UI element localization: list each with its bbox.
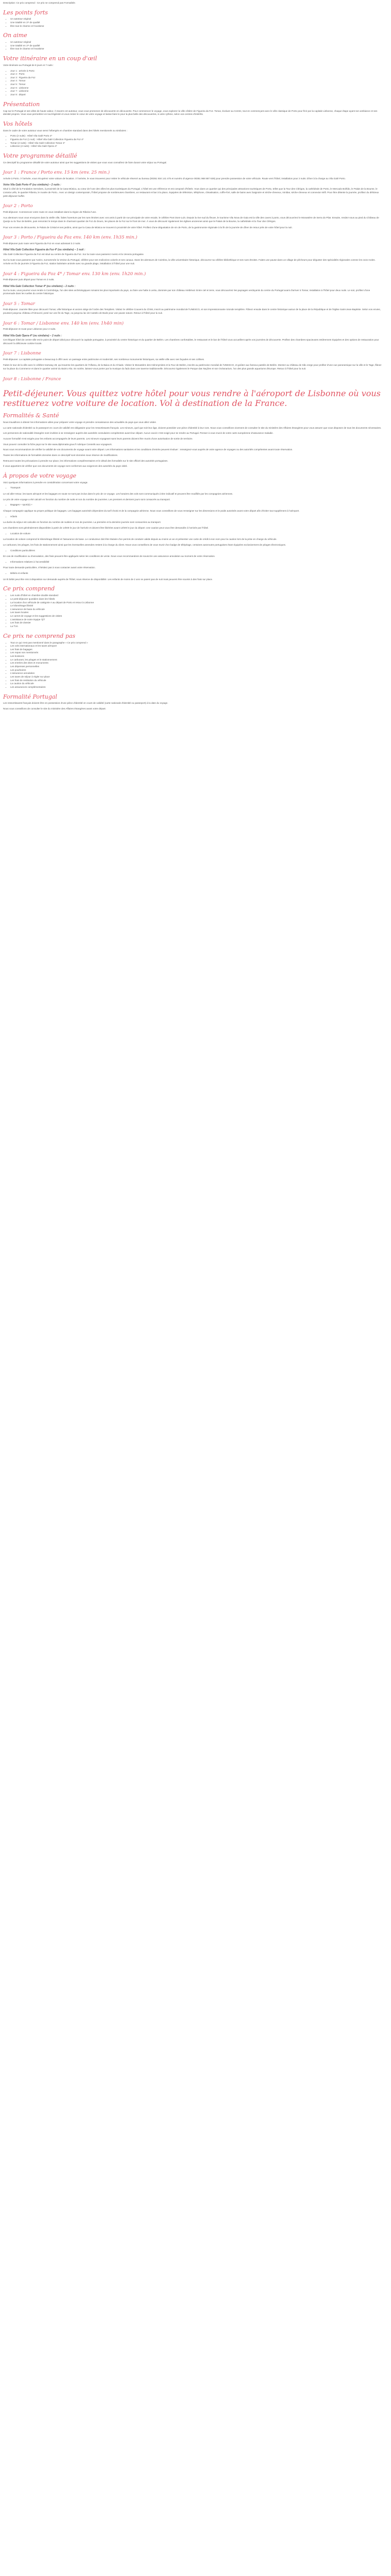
day-title: Jour 7 : Lisbonne xyxy=(3,351,41,357)
list-item: • Tomar (2 nuits) : Hôtel Vila Galé Collection Tomar 4* xyxy=(10,142,382,145)
page xyxy=(0,0,385,719)
a-propos-paragraph: Pour toute demande particulière, n'hésitez pas à nous contacter avant votre réservation. xyxy=(3,566,96,569)
list-item: • Les frais de dossier xyxy=(10,621,382,625)
day-paragraph: Petit-déjeuner. La capitale portugaise a beaucoup à offrir avec un passage entre patrimoine et modernité, ses nombreux monuments historiques, sa vieille ville avec ses façades et ses collines. xyxy=(3,358,205,361)
list-item: • Le carburant, les péages et le stationnement xyxy=(10,658,382,662)
formalites-title: Formalités & Santé xyxy=(3,412,59,419)
list-item: • Les assurances complémentaires xyxy=(10,686,382,689)
a-propos-paragraph: Le vol aller-retour, les taxes aéroport et les bagages en soute ne sont pas inclus dans le prix de ce voyage. Les horaires des vols sont communiqués à titre indicatif et peuvent être modifiés par les compagnies aériennes. xyxy=(3,492,233,495)
formalites-paragraph: La carte nationale d'identité ou le passeport en cours de validité est obligatoire pour les ressortissants français. Les mineurs, quel que soit leur âge, doivent posséder une pièce d'identité à leur nom. Nous vous conseillons vivement de consulter le site du ministère des Affaires étrangères pour vous assurer que vous disposez de tous les documents nécessaires. xyxy=(3,426,382,429)
formalites-paragraph: Nous travaillons à obtenir les informations utiles pour préparer votre voyage et prendre connaissance des actualités du pays que vous allez visiter. xyxy=(3,420,157,423)
presentation-title: Présentation xyxy=(3,100,40,108)
day-8-departure-text: Petit-déjeuner. Vous quittez votre hôtel pour vous rendre à l'aéroport de Lisbonne où vous restituerez votre voiture de location. Vol à destination de la France. xyxy=(3,388,381,409)
list-item: • L'assistance de notre équipe 7j/7 xyxy=(10,618,382,622)
points-forts-list xyxy=(3,18,382,28)
on-aime-list xyxy=(3,41,382,51)
formalites-paragraph: Aucune formalité n'est exigée pour les enfants accompagnés de leurs parents. Les mineurs voyageant sans leurs parents doivent être munis d'une autorisation de sortie de territoire. xyxy=(3,437,193,440)
on-aime-title: On aime xyxy=(3,32,27,39)
list-item: • Jour 4 : Tomar xyxy=(10,79,382,83)
section-formalite-portugal xyxy=(3,693,382,711)
list-item: • Porto (2 nuits) : Hôtel Vila Galé Porto 4* xyxy=(10,134,382,138)
a-propos-paragraph: Les chambres sont généralement disponibles à partir de 14h00 le jour de l'arrivée et doivent être libérées avant 12h00 le jour du départ. Une caution peut vous être demandée à l'arrivée par l'hôtel. xyxy=(3,526,209,529)
formalite-portugal-paragraph: Les ressortissants français doivent être en possession d'une pièce d'identité en cours de validité (carte nationale d'identité ou passeport) à la date du voyage. xyxy=(3,702,168,705)
day-hotel-heading: Hôtel Vila Galé Collection Figueira da Foz 4* (ou similaire) – 1 nuit : xyxy=(3,248,86,252)
formalites-paragraph: Vous pouvez consulter la fiche pays sur le site www.diplomatie.gouv.fr rubrique Conseils aux voyageurs. xyxy=(3,443,112,446)
list-item: • Les boissons xyxy=(10,655,382,658)
section-a-propos xyxy=(3,472,382,582)
list-item: • La caution du véhicule xyxy=(10,682,382,686)
list-item: • L'assurance de base du véhicule xyxy=(10,608,382,612)
a-propos-paragraph: La durée du séjour est calculée en fonction du nombre de nuitées et non de journées. La première et la dernière journée sont consacrées au transport. xyxy=(3,521,161,524)
list-item: • Bagages + sport(s) + xyxy=(10,503,382,507)
a-propos-sublist xyxy=(3,515,382,519)
section-itineraire xyxy=(3,55,382,97)
intro-description: Description: Ce prix comprend : Ce prix ne comprend pas Formalités xyxy=(3,2,75,4)
list-item: • Une totalité en 1ʳᵉ de qualité xyxy=(10,21,382,25)
vos-hotels-lead: Dans le cadre de votre autotour vous serez hébergés en chambre standard dans des hôtels mentionnés ou similaires : xyxy=(3,129,127,132)
section-vos-hotels xyxy=(3,121,382,148)
day-title: Jour 6 : Tomar / Lisbonne env. 140 km (env. 1h40 min) xyxy=(3,320,124,326)
formalites-paragraph: Il vous appartient de vérifier que vos documents de voyage sont conformes aux exigences des autorités du pays visité. xyxy=(3,465,128,468)
list-item: • Les pourboires xyxy=(10,669,382,672)
list-item: • Une totalité en 1ʳᵉ de qualité xyxy=(10,44,382,48)
list-item: • Les frais de bagages xyxy=(10,648,382,652)
list-item: • Le kilométrage illimité xyxy=(10,604,382,608)
a-propos-paragraph: Chaque compagnie applique sa propre politique de bagages. Les bagages autorisés dépendent du tarif choisi et de la compagnie aérienne. Nous vous conseillons de vous renseigner sur les dimensions et le poids autorisés avant votre départ afin d'éviter tout supplément à l'aéroport. xyxy=(3,509,300,512)
day-title: Jour 1 : France / Porto env. 15 km (env. 25 min.) xyxy=(3,170,110,176)
formalites-paragraph: Les personnes de nationalité étrangère sont invitées à se renseigner auprès des autorités consulaires compétentes avant leur départ. Aucun vaccin n'est exigé pour se rendre au Portugal. Pensez à vous munir de votre carte européenne d'assurance maladie. xyxy=(3,432,273,435)
day-paragraph: Faites le tour de la ville avec le célèbre tramway 28, qui traverse les quartiers de l'Alfama, de la Baixa et du Chiado. Visitez le Monastère des Hiéronymites et la Tour de Belém, inscrits au patrimoine mondial de l'UNESCO, et goûtez aux fameux pastéis de Belém. Montez au château de São Jorge pour profiter d'une vue panoramique sur la ville et le Tage, flânez sur la place du Commerce et dans le quartier animé du Bairro Alto. En soirée, laissez-vous porter par la musique du fado dans une taverne traditionnelle. Découvrez également le Parque das Nações et son Océanarium, l'un des plus grands aquariums d'Europe. Retour à l'hôtel pour la nuit. xyxy=(3,364,382,370)
a-propos-paragraph: La location de voiture comprend le kilométrage illimité et l'assurance de base. Le conducteur doit être titulaire d'un permis de conduire valide depuis au moins un an et présenter une carte de crédit à son nom pour la caution lors de la prise en charge du véhicule. xyxy=(3,538,277,541)
list-item: • Les taxes locales xyxy=(10,611,382,615)
a-propos-sublist xyxy=(3,572,382,575)
list-item: • Location de voiture xyxy=(10,532,382,536)
programme-text: Ce descriptif du programme détaillé de votre autotour ainsi que les suggestions de visites que vous vous connaîtrez de faire durant votre séjour au Portugal. xyxy=(3,161,167,164)
day-paragraph: Sur la route vous passerez par Aveiro, surnommée la Venise du Portugal, célèbre pour ses moliceiros colorés et ses canaux. Dans les alentours de Coimbra, la ville universitaire historique, découvrez sa célèbre bibliothèque et ses rues étroites. Faites une pause dans un village de pêcheurs pour déguster des spécialités régionales comme les ovos moles. Arrivée en fin de journée à Figueira da Foz, station balnéaire animée avec sa grande plage, installation à l'hôtel pour une nuit. xyxy=(3,259,376,265)
day-paragraph: Aux alentours nous vous envoyons dans la vieille ville, faites l'aventure par les rues étroites avec vos amis à partir de rue principale de votre escale, le célèbre Pont Dom-Luís. Depuis la rive sud du fleuve, le tourisme Vila Nova de Gaia est la ville des caves à porto, vous découvrirez le Monastère de Serra do Pilar. Ensuite, rendez-vous au pied du Château de Queijo ou la Tour de Belém, puis remontez le temps dans le charmant quartier de Foz do Douro, les places de la Foz sur le front de mer. À vous de découvrir également les églises anciennes ainsi que le Palais de la Bourse, la cathédrale et la Tour dos Clérigos. xyxy=(3,216,379,223)
day-title: Jour 4 : Figueira da Foz 4* / Tomar env. 130 km (env. 1h20 min.) xyxy=(3,271,146,277)
points-forts-title: Les points forts xyxy=(3,9,48,16)
itineraire-list xyxy=(3,70,382,97)
vos-hotels-title: Vos hôtels xyxy=(3,120,32,127)
formalites-paragraph: Retrouvez toutes les précautions à prendre sur place, les informations complémentaires et le détail des formalités sur le site officiel des autorités portugaises. xyxy=(3,459,168,462)
list-item: • Les entrées des sites et monuments xyxy=(10,662,382,665)
a-propos-title: À propos de votre voyage xyxy=(3,472,76,479)
day-paragraph: Sur la route, vous pourrez vous rendre à Conímbriga, l'un des sites archéologiques romains les plus importants du pays, ou faire une halte à Leiria, dominée par son château médiéval. Entre ciel et terre, vous découvrirez les paysages verdoyants du centre du Portugal avant d'arriver à Tomar, installation à l'hôtel pour deux nuits. Le soir, profitez d'une promenade dans les ruelles du centre historique. xyxy=(3,289,370,295)
day-paragraph: Arrivée à Porto. À l'arrivée, vous récupérez votre voiture de location. À l'arrivée, le vous trouverez pour retirer le véhicule réservé au bureau (00351 934 141 475 et numéro d'urgence 00351 968 867 639) pour prendre possession de votre véhicule. Route vers l'hôtel, installation pour 2 nuits. Dîner à la charge au Vila Galé Porto. xyxy=(3,177,346,180)
bottom-spacer xyxy=(3,713,382,714)
section-presentation xyxy=(3,101,382,116)
a-propos-paragraph: Un lit bébé peut être mis à disposition sur demande auprès de l'hôtel, sous réserve de disponibilité. Les enfants de moins de 2 ans ne paient pas de nuit mais peuvent être soumis à des frais sur place. xyxy=(3,578,213,581)
formalite-portugal-paragraph: Nous vous conseillons de consulter le site du ministère des Affaires étrangères avant votre départ. xyxy=(3,707,106,710)
list-item: • La TVA xyxy=(10,625,382,629)
list-item: • Hôtels xyxy=(10,515,382,519)
day-8 xyxy=(3,376,382,409)
section-programme xyxy=(3,152,382,164)
day-paragraph: Petit-déjeuner. Journée libre pour découvrir Tomar, ville historique et ancien siège de l'ordre des Templiers. Visitez le célèbre Couvent du Christ, inscrit au patrimoine mondial de l'UNESCO, et son impressionnante rotonde templière. Flânez ensuite dans le centre historique autour de la place de la République et de l'église Saint-Jean-Baptiste. Selon vos envies, poussez jusqu'au château d'Almourol, posé sur une île du Tage, ou jusqu'au lac de Castelo de Bode pour une pause nature. Retour à l'hôtel pour la nuit. xyxy=(3,308,381,315)
list-item: • Le petit-déjeuner quotidien dans les hôtels xyxy=(10,598,382,601)
list-item: • Jour 3 : Figueira da Foz xyxy=(10,76,382,80)
day-3 xyxy=(3,234,382,265)
list-item: • Les frais de restitution du véhicule xyxy=(10,679,382,683)
a-propos-paragraph: En cas de modification ou d'annulation, des frais peuvent être appliqués selon les conditions de vente. Nous vous recommandons de souscrire une assurance annulation au moment de votre réservation. xyxy=(3,555,216,558)
ce-prix-comprend-list xyxy=(3,594,382,629)
day-7 xyxy=(3,350,382,370)
a-propos-lead: Voici quelques informations à prendre en considération concernant votre voyage. xyxy=(3,481,88,484)
list-item: • L'assurance annulation xyxy=(10,672,382,675)
list-item: • Tout ce qui n'est pas mentionné dans le paragraphe « Ce prix comprend » xyxy=(10,641,382,645)
day-paragraph: Petit-déjeuner puis départ pour Tomar en 2 nuits. xyxy=(3,278,55,281)
list-item: • Lisbonne (2 nuits) : Hôtel Vila Galé Ópera 4* xyxy=(10,145,382,148)
itineraire-title: Votre itinéraire en un coup d'œil xyxy=(3,55,97,62)
a-propos-paragraph: Le prix de votre voyage a été calculé en fonction du nombre de nuits et non du nombre de journées. Les premiers et derniers jours sont consacrés au transport. xyxy=(3,498,171,501)
formalite-portugal-title: Formalité Portugal xyxy=(3,693,57,700)
day-paragraph: Petit-déjeuner. Commencez votre route en vous installant dans la région de Ribeira l'une. xyxy=(3,210,97,213)
day-paragraph: Petit-déjeuner et route pour Lisbonne pour 2 nuits. xyxy=(3,328,56,331)
list-item: • Les repas non mentionnés xyxy=(10,651,382,655)
day-paragraph: Pour vos envies de découverte, le Palais de Cristal et ses jardins, ainsi que la Casa de Música se trouvent à proximité de votre hôtel. Profitez d'une dégustation de vin de Porto, de la gastronomie régionale à la fin de la journée de dîner de retour près de votre hôtel pour la nuit. xyxy=(3,226,292,229)
formalites-paragraph: Toutes les informations de formalités données dans ce descriptif sont données sous réserve de modifications. xyxy=(3,453,118,456)
list-item: • Un autotour original xyxy=(10,18,382,21)
list-item: • Un autotour original xyxy=(10,41,382,44)
day-paragraph: Petit-déjeuner puis route vers Figueira da Foz en vous adossant à 2 nuits. xyxy=(3,242,81,245)
day-4 xyxy=(3,271,382,296)
day-title: Jour 3 : Porto / Figueira da Foz env. 140 km (env. 1h35 min.) xyxy=(3,235,138,241)
day-paragraph: Situé à côté de la Fondation Serralves, à proximité de la Casa Música, au cœur de l'une des villes les plus touristiques du Portugal. L'hôtel est une référence et est composé d'hôtels. Vous dans un quartier qui des principales attractions touristiques de Porto, telles que la Tour des Clérigos, la cathédrale de Porto, le Mercado Bolhão, le Palais de la Bourse, le Livraria Lello, le quartier Ribeira, le musée de Porto.. Avec un design contemporain, l'hôtel propose de nombreuses chambres, un restaurant et bar à la place, équipées de télévision, téléphone, climatisation, coffre-fort, salle de bains avec baignoire et sèche-cheveux, minibar, sèche-cheveux et connexion Wifi. Pour être détente la journée, profitez du délicieux petit-déjeuner buffet. xyxy=(3,188,379,197)
section-formalites xyxy=(3,412,382,468)
list-item: • Transport xyxy=(10,486,382,490)
list-item: • Jour 5 : Tomar xyxy=(10,83,382,87)
list-item: • La location d'un véhicule de catégorie A au départ de Porto et retour à Lisbonne xyxy=(10,601,382,605)
list-item: • Le carnet de voyage et les suggestions de visites xyxy=(10,615,382,618)
day-hotel-heading: Votre Vila Galé Porto 4* (ou similaire) – 2 nuits : xyxy=(3,183,61,187)
day-2 xyxy=(3,203,382,229)
day-5 xyxy=(3,301,382,315)
section-ce-prix-ne-comprend-pas xyxy=(3,633,382,689)
list-item: • Être tout le charme et l'exotisme xyxy=(10,47,382,51)
list-item: • Les nuits d'hôtel en chambre double standard xyxy=(10,594,382,598)
list-item: • Jour 1 : arrivée à Porto xyxy=(10,70,382,73)
list-item: • Être tout le charme et l'exotisme xyxy=(10,25,382,28)
a-propos-sublist xyxy=(3,549,382,553)
day-1 xyxy=(3,170,382,198)
day-6 xyxy=(3,320,382,346)
list-item: • Les taxes de séjour à régler sur place xyxy=(10,675,382,679)
a-propos-sublist xyxy=(3,532,382,536)
day-hotel-heading: Hôtel Vila Galé Collection Tomar 4* (ou similaire) – 2 nuits : xyxy=(3,284,76,288)
day-title: Jour 2 : Porto xyxy=(3,204,33,209)
list-item: • Bébés et enfants xyxy=(10,572,382,575)
a-propos-sublist xyxy=(3,561,382,564)
list-item: • Les vols internationaux et les taxes aéroport xyxy=(10,645,382,648)
day-paragraph: Cet élégant hôtel de centre-ville est le point de départ idéal pour découvrir la capitale portugaise, à proximité du centre historique et du quartier de Belém. Les chambres confortables, le restaurant et le bar de l'hôtel vous accueillent après vos journées de découverte. Profitez des chambres spacieuses entièrement équipées et des options de restauration pour découvrir la délicieuse cuisine locale. xyxy=(3,338,379,345)
itineraire-lead: Votre itinéraire au Portugal de 8 jours et 7 nuits : xyxy=(3,63,54,66)
a-propos-sublist xyxy=(3,503,382,507)
ce-prix-comprend-title: Ce prix comprend xyxy=(3,585,55,592)
list-item: • Figueira da Foz (1 nuit) : Hôtel Vila Galé Collection Figueira da Foz 4* xyxy=(10,138,382,142)
list-item: • Jour 8 : départ xyxy=(10,93,382,97)
formalites-paragraph: Nous vous recommandons de vérifier la validité de vos documents de voyage avant votre départ. Les informations sanitaires et les conditions d'entrée peuvent évoluer : renseignez-vous auprès de votre agence de voyages ou des autorités compétentes avant toute réservation. xyxy=(3,448,293,451)
list-item: • Jour 6 : Lisbonne xyxy=(10,87,382,90)
section-points-forts xyxy=(3,9,382,28)
list-item: • Les dépenses personnelles xyxy=(10,665,382,669)
a-propos-list xyxy=(3,486,382,490)
day-title: Jour 8 : Lisbonne / France xyxy=(3,376,61,382)
presentation-text: Cap sur le Portugal et ses villes de haute valeur. À travers cet autotour, vous vous promenez de découverte en découverte. Pour commencer le voyage, vous explorez la ville côtière de Figueira da Foz. Tomar, évoluez au Centre, tout en commençant avec le ville classique de Porto pour finir par la capitale Lisbonne, chaque étape ayant son ambiance et ses identité propres. Vous vous permettrez en tout légèreté et vous restez le cœur de votre voyage et laisse-faire le pour la plus belle des découvertes, à votre rythme, selon vos centres d'intérêts. xyxy=(3,109,378,116)
section-on-aime xyxy=(3,32,382,51)
ce-prix-ne-comprend-pas-list xyxy=(3,641,382,689)
day-title: Jour 5 : Tomar xyxy=(3,301,35,307)
a-propos-paragraph: Le carburant, les péages, les frais de stationnement ainsi que les éventuelles amendes restent à la charge du client. Nous vous conseillons de vous munir d'un badge de télépéage, certaines autoroutes portugaises étant équipées exclusivement de péages électroniques. xyxy=(3,543,286,546)
list-item: • Jour 7 : Lisbonne xyxy=(10,90,382,93)
ce-prix-ne-comprend-pas-title: Ce prix ne comprend pas xyxy=(3,632,75,639)
vos-hotels-list xyxy=(3,134,382,148)
list-item: • Conditions particulières xyxy=(10,549,382,553)
section-ce-prix-comprend xyxy=(3,585,382,628)
list-item: • Informations relatives à l'accessibilité xyxy=(10,561,382,564)
list-item: • Jour 2 : Porto xyxy=(10,73,382,76)
day-paragraph: Vila Galé Collection Figueira da Foz est situé au centre de Figueira da Foz. Sur la route vous passerez Aveiro et la Veneza portugaise. xyxy=(3,252,144,256)
day-hotel-heading: Hôtel Vila Galé Ópera 4* (ou similaire) – 2 nuits : xyxy=(3,334,62,337)
programme-title: Votre programme détaillé xyxy=(3,152,77,159)
